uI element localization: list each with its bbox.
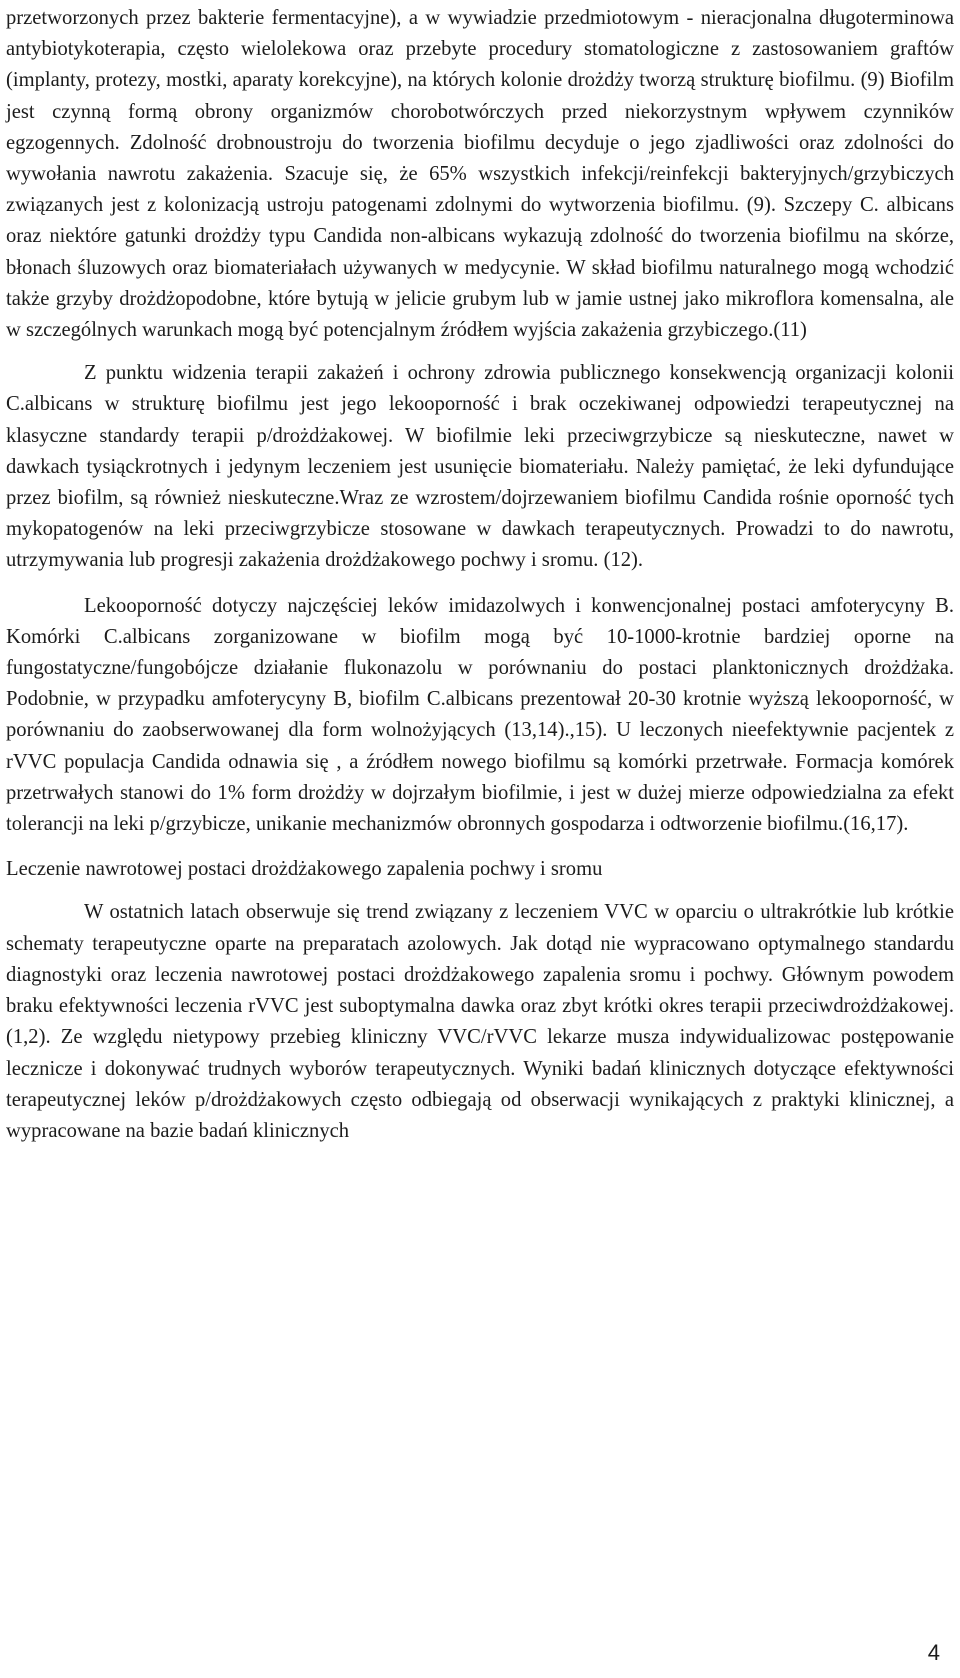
body-paragraph-drug-resistance: Lekooporność dotyczy najczęściej leków imidazolwych i konwencjonalnej postaci amfoterycyny B. Komórki C.albicans zorganizowane w biofilm mogą być 10-1000-krotnie bardziej oporne na fungostatyczne/fungobójcze działanie flukonazolu w porównaniu do postaci planktonicznych drożdżaka. Podobnie, w przypadku amfoterycyny B, biofilm C.albicans prezentował 20-30 krotnie wyższą lekooporność, w porównaniu do zaobserwowanej dla form wolnożyjących (13,14).,15). U leczonych nieefektywnie pacjentek z rVVC populacja Candida odnawia się , a źródłem nowego biofilmu są komórki przetrwałe. Formacja komórek przetrwałych stanowi do 1% form drożdży w dojrzałym biofilmie, i jest w dużej mierze odpowiedzialna za efekt tolerancji na leki p/grzybicze, unikanie mechanizmów obronnych gospodarza i odtworzenie biofilmu.(16,17). <box>6 594 954 836</box>
page-number: 4 <box>927 1640 940 1665</box>
body-paragraph-biofilm-intro: przetworzonych przez bakterie fermentacyjne), a w wywiadzie przedmiotowym - nieracjonalna długoterminowa antybiotykoterapia, często wielolekowa oraz przebyte procedury stomatologiczne z zastosowaniem graftów (implanty, protezy, mostki, aparaty korekcyjne), na których kolonie drożdży tworzą strukturę biofilmu. (9) Biofilm jest czynną formą obrony organizmów chorobotwórczych przed niekorzystnym wpływem czynników egzogennych. Zdolność drobnoustroju do tworzenia biofilmu decyduje o jego zjadliwości oraz zdolności do wywołania nawrotu zakażenia. Szacuje się, że 65% wszystkich infekcji/reinfekcji bakteryjnych/grzybiczych związanych jest z kolonizacją ustroju patogenami zdolnymi do wytworzenia biofilmu. (9). Szczepy C. albicans oraz niektóre gatunki drożdży typu Candida non-albicans wykazują zdolność do tworzenia biofilmu na skórze, błonach śluzowych oraz biomateriałach używanych w medycynie. W skład biofilmu naturalnego mogą wchodzić także grzyby drożdżopodobne, które bytują w jelicie grubym lub w jamie ustnej jako mikroflora komensalna, ale w szczególnych warunkach mogą być potencjalnym źródłem wyjścia zakażenia grzybiczego.(11) <box>6 7 954 342</box>
section-heading: Leczenie nawrotowej postaci drożdżakowego zapalenia pochwy i sromu <box>6 858 603 881</box>
document-body <box>6 0 954 1147</box>
body-paragraph-treatment: W ostatnich latach obserwuje się trend związany z leczeniem VVC w oparciu o ultrakrótkie lub krótkie schematy terapeutyczne oparte na preparatach azolowych. Jak dotąd nie wypracowano optymalnego standardu diagnostyki oraz leczenia nawrotowej postaci drożdżakowego zapalenia sromu i pochwy. Głównym powodem braku efektywności leczenia rVVC jest suboptymalna dawka oraz zbyt krótki okres terapii przeciwdrożdżakowej. (1,2). Ze względu nietypowy przebieg kliniczny VVC/rVVC lekarze musza indywidualizowac postępowanie lecznicze i dokonywać trudnych wyborów terapeutycznych. Wyniki badań klinicznych dotyczące efektywności terapeutycznej leków p/drożdżakowych często odbiegają od obserwacji wynikających z praktyki klinicznej, a wypracowane na bazie badań klinicznych <box>6 901 954 1142</box>
body-paragraph-therapy-resistance: Z punktu widzenia terapii zakażeń i ochrony zdrowia publicznego konsekwencją organizacji kolonii C.albicans w strukturę biofilmu jest jego lekooporność i brak oczekiwanej odpowiedzi terapeutycznej na klasyczne standardy terapii p/drożdżakowej. W biofilmie leki przeciwgrzybicze są nieskuteczne, nawet w dawkach tysiąckrotnych i jedynym leczeniem jest usunięcie biomateriału. Należy pamiętać, że leki dyfundujące przez biofilm, są również nieskuteczne.Wraz ze wzrostem/dojrzewaniem biofilmu Candida rośnie oporność tych mykopatogenów na leki przeciwgrzybicze stosowane w dawkach terapeutycznych. Prowadzi to do nawrotu, utrzymywania lub progresji zakażenia drożdżakowego pochwy i sromu. (12). <box>6 362 954 572</box>
